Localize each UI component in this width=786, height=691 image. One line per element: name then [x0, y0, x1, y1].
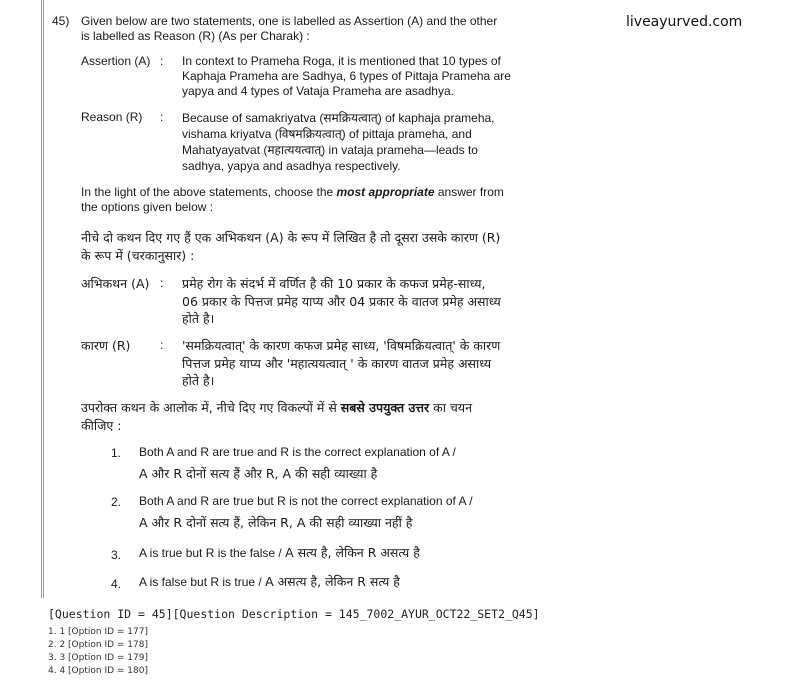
option-number: 1.	[111, 446, 122, 460]
assertion-text-en: In context to Prameha Roga, it is mentioned that 10 types of Kaphaja Prameha are Sadhya, 6 types of Pittaja Prameha are yapya and 4 types of Vataja Prameha are asadhya.	[182, 54, 511, 98]
option-number: 3.	[111, 548, 122, 562]
question-meta: [Question ID = 45][Question Description = 145_7002_AYUR_OCT22_SET2_Q45]	[48, 607, 540, 621]
instruction-en: In the light of the above statements, choose the most appropriate answer from the options given below :	[81, 185, 504, 214]
colon: :	[160, 276, 164, 290]
question-number: 45)	[52, 14, 70, 28]
reason-label-hi: कारण (R)	[81, 338, 131, 353]
option-number: 2.	[111, 495, 122, 509]
assertion-label-hi: अभिकथन (A)	[81, 276, 150, 291]
margin-rule	[41, 0, 42, 598]
option-4: A is false but R is true / A असत्य है, लेकिन R सत्य है	[139, 574, 400, 589]
colon: :	[160, 110, 164, 124]
option-id: 1. 1 [Option ID = 177]	[48, 627, 148, 637]
option-id: 4. 4 [Option ID = 180]	[48, 666, 148, 676]
assertion-text-hi: प्रमेह रोग के संदर्भ में वर्णित है की 10 प्रकार के कफज प्रमेह-साध्य, 06 प्रकार के पित्तज प्रमेह याप्य और 04 प्रकार के वातज प्रमेह असाध्य होते है।	[182, 276, 501, 326]
instruction-hi: उपरोक्त कथन के आलोक में, नीचे दिए गए विकल्पों में से सबसे उपयुक्त उत्तर का चयन कीजिए :	[81, 400, 473, 433]
margin-rule	[43, 0, 44, 598]
option-number: 4.	[111, 577, 122, 591]
option-id-list	[48, 626, 148, 678]
option-id: 3. 3 [Option ID = 179]	[48, 653, 148, 663]
question-stem-hi: नीचे दो कथन दिए गए हैं एक अभिकथन (A) के रूप में लिखित है तो दूसरा उसके कारण (R) के रूप में (चरकानुसार) :	[81, 230, 501, 263]
colon: :	[160, 338, 164, 352]
question-stem-en: Given below are two statements, one is labelled as Assertion (A) and the other is labelled as Reason (R) (As per Charak) :	[81, 14, 498, 43]
reason-text-hi: 'समक्रियत्वात्' के कारण कफज प्रमेह साध्य, 'विषमक्रियत्वात्' के कारण पित्तज प्रमेह याप्य और 'महात्ययत्वात् ' के कारण वातज प्रमेह असाध्य होते है।	[182, 338, 501, 388]
option-3: A is true but R is the false / A सत्य है, लेकिन R असत्य है	[139, 545, 420, 560]
option-2: Both A and R are true but R is not the correct explanation of A / A और R दोनों सत्य हैं, लेकिन R, A की सही व्याख्या नहीं है	[139, 494, 473, 530]
option-id: 2. 2 [Option ID = 178]	[48, 640, 148, 650]
option-1: Both A and R are true and R is the correct explanation of A / A और R दोनों सत्य हैं और R, A की सही व्याख्या है	[139, 445, 456, 481]
reason-text-en: Because of samakriyatva (समक्रियत्वात्) of kaphaja prameha, vishama kriyatva (विषमक्रियत्वात्) of pittaja prameha, and Mahatyayatvat (महात्ययत्वात्) in vataja prameha—leads to sadhya, yapya and asadhya respectively.	[182, 111, 495, 173]
reason-label-en: Reason (R)	[81, 110, 143, 124]
site-watermark: liveayurved.com	[626, 14, 743, 30]
colon: :	[160, 54, 164, 68]
assertion-label-en: Assertion (A)	[81, 54, 151, 68]
